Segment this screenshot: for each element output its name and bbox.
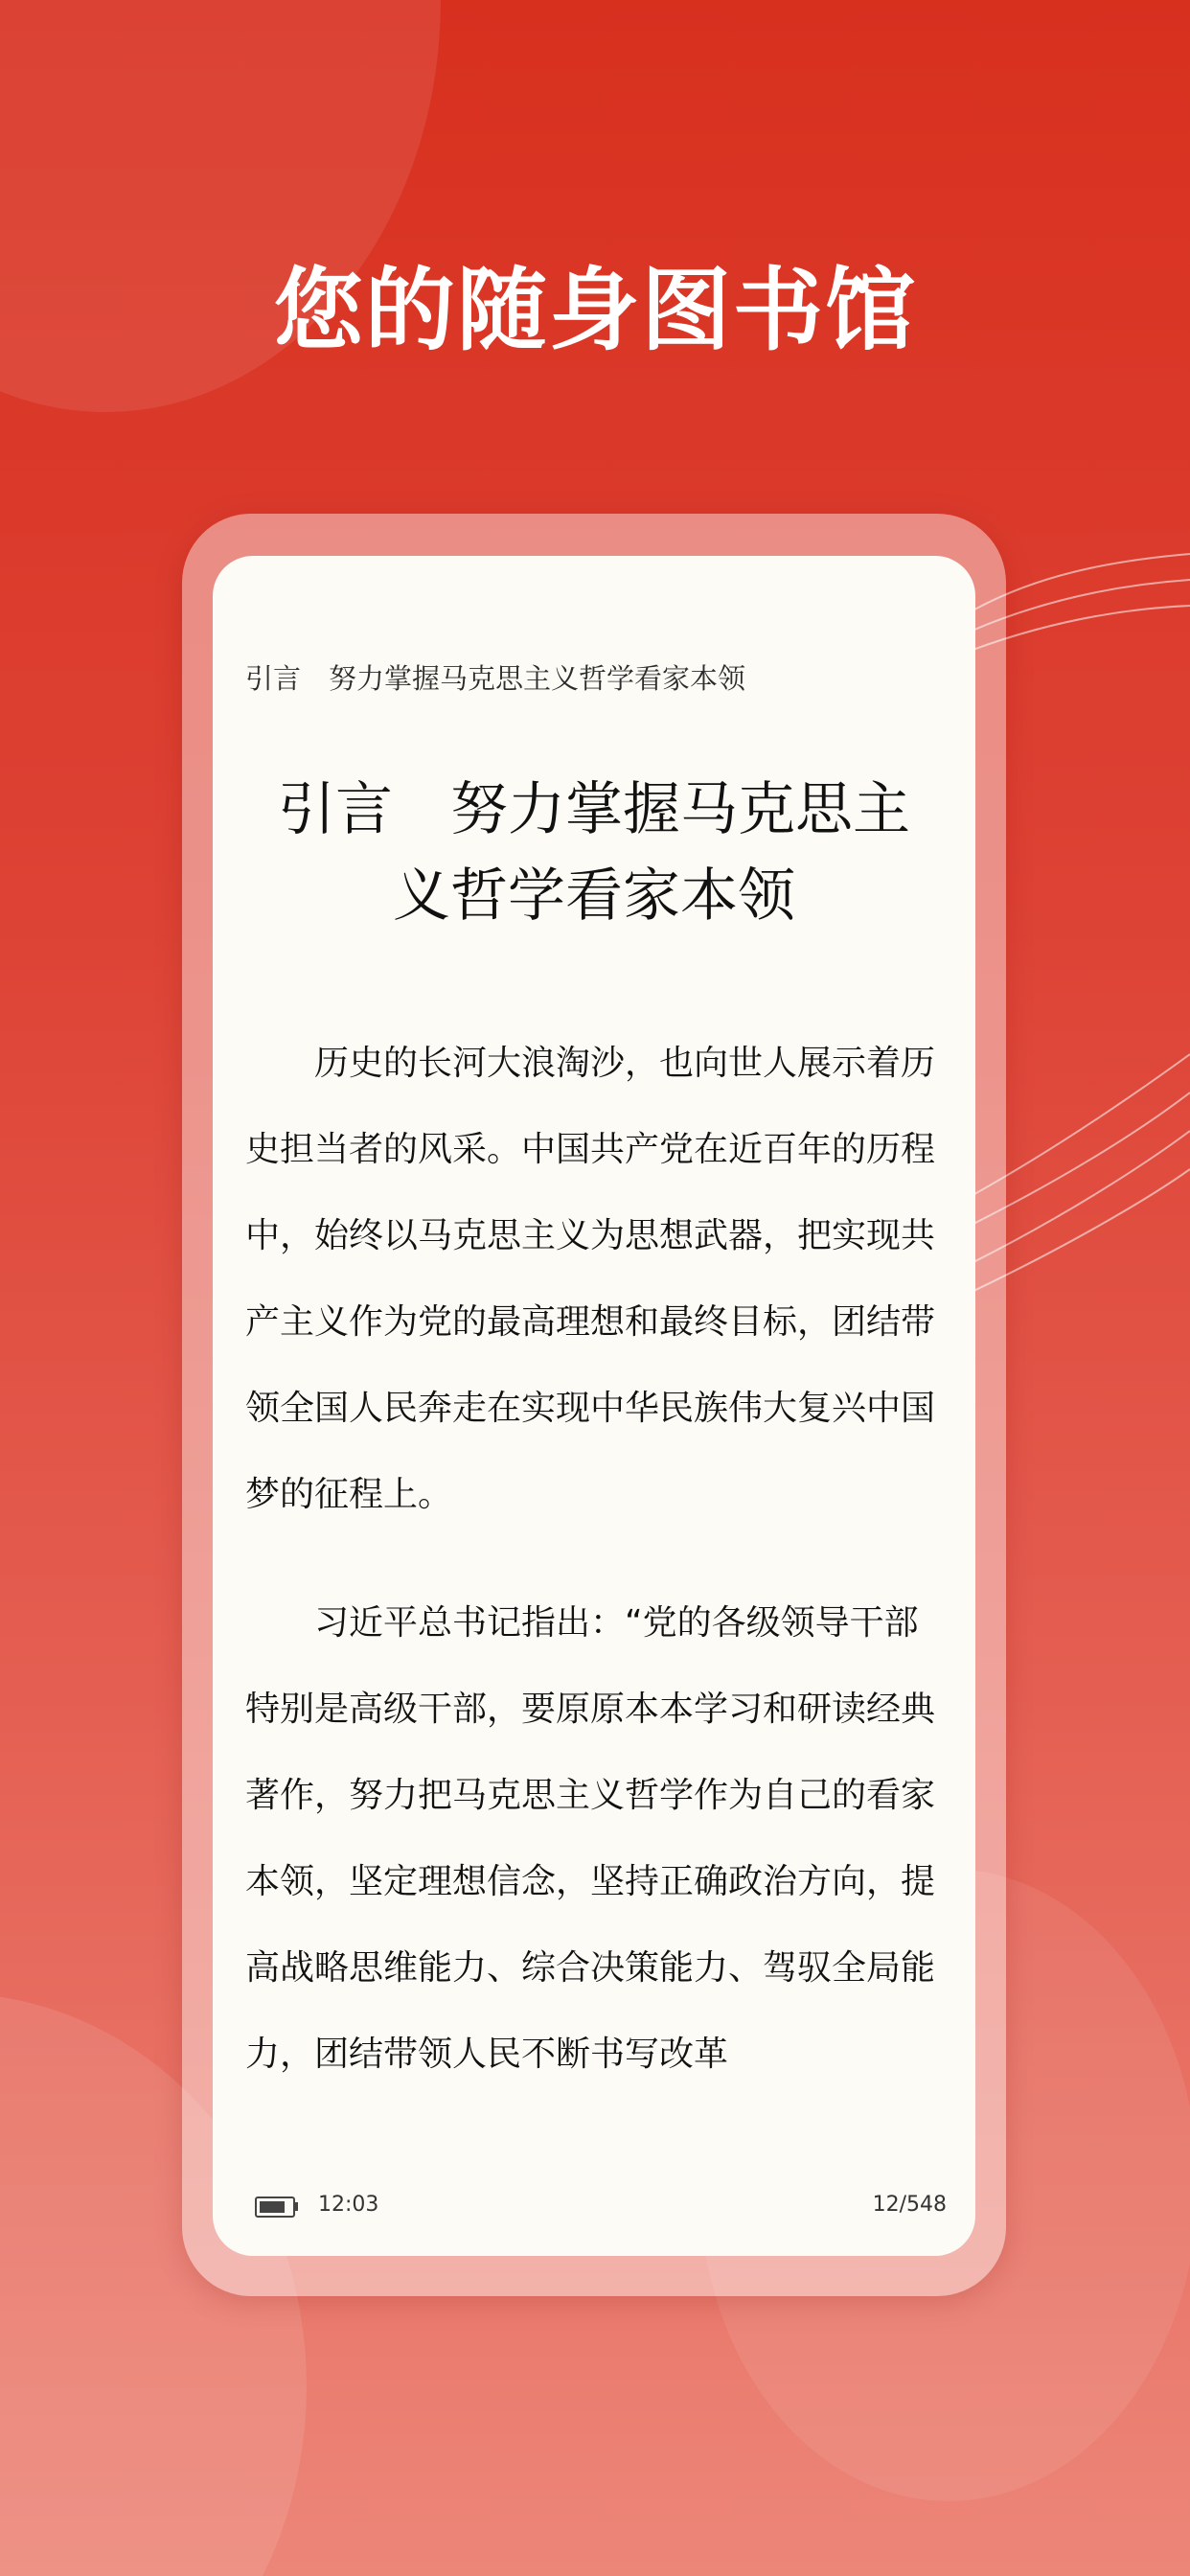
status-time: 12:03 xyxy=(318,2193,379,2217)
battery-level xyxy=(260,2201,285,2213)
paragraph: 习近平总书记指出：“党的各级领导干部特别是高级干部，要原原本本学习和研读经典著作，努力把马克思主义哲学作为自己的看家本领，坚定理想信念，坚持正确政治方向，提高战略思维能力、综合决策能力、驾驭全局能力，团结带领人民不断书写改革 xyxy=(245,1603,936,2074)
page-indicator: 12/548 xyxy=(872,2193,947,2217)
reader-body xyxy=(245,1021,945,2140)
chapter-title: 引言 努力掌握马克思主 义哲学看家本领 xyxy=(278,776,910,930)
reader-status-bar xyxy=(213,2179,975,2256)
paragraph: 历史的长河大浪淘沙，也向世人展示着历史担当者的风采。中国共产党在近百年的历程中，始终以马克思主义为思想武器，把实现共产主义作为党的最高理想和最终目标，团结带领全国人民奔走在实现中华民族伟大复兴中国梦的征程上。 xyxy=(245,1044,936,1514)
running-header: 引言 努力掌握马克思主义哲学看家本领 xyxy=(245,662,746,695)
battery-icon xyxy=(255,2196,295,2218)
reader-page[interactable] xyxy=(213,556,975,2256)
battery-tip xyxy=(295,2202,298,2211)
promo-headline: 您的随身图书馆 xyxy=(272,258,917,363)
